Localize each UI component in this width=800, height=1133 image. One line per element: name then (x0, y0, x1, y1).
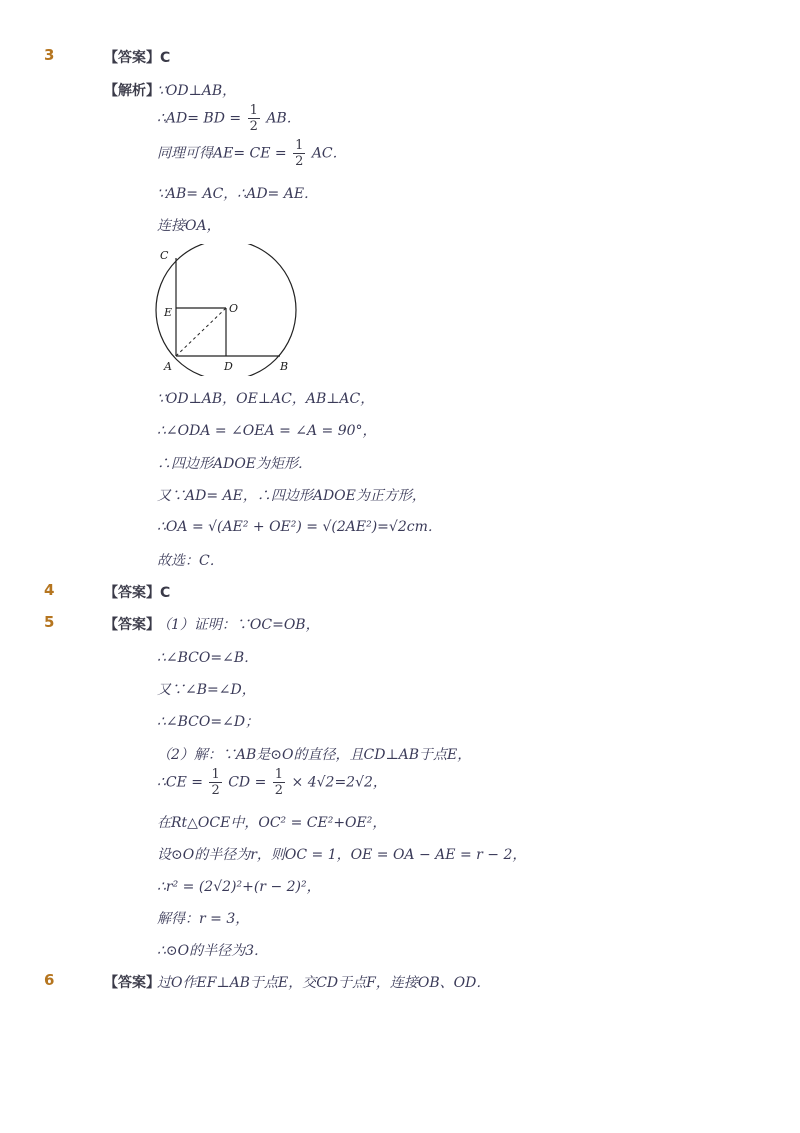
label-o: O (229, 302, 239, 315)
q3-line-2: ∴AD= BD = $\frac{1}{2}$ AB． (157, 103, 301, 134)
analysis-tag: 【解析】 (104, 83, 160, 99)
q3-line-8: ∴四边形ADOE为矩形． (157, 456, 313, 472)
q5-line-4: ∴∠BCO=∠D； (157, 714, 260, 730)
fraction: $\frac{1}{2}$ (295, 138, 304, 169)
question-number-6: 6 (44, 971, 55, 989)
answer-tag (104, 582, 170, 602)
label-b: B (280, 360, 289, 373)
q5-line-11: ∴⊙O的半径为3． (157, 943, 269, 959)
fraction: $\frac{1}{2}$ (249, 103, 258, 134)
q3-line-1: ∵OD⊥AB， (157, 83, 237, 99)
q5-line-2: ∴∠BCO=∠B． (157, 650, 259, 666)
label-d: D (224, 360, 233, 373)
q3-line-7: ∴∠ODA = ∠OEA = ∠A = 90°， (157, 423, 377, 439)
circle-geometry-figure (152, 244, 302, 376)
q3-line-10: ∴OA = √(AE² + OE²) = √(2AE²)=√2cm． (157, 519, 442, 535)
answer-label: 【答案】 (104, 50, 160, 66)
answer-tag: 【答案】 (104, 975, 160, 991)
answer-value: C (160, 50, 171, 66)
q6-line-1: 过O作EF⊥AB于点E，交CD于点F，连接OB、OD． (157, 975, 491, 991)
segment-oa-dashed (176, 308, 226, 356)
label-a: A (164, 360, 172, 373)
q3-line-9: 又∵AD= AE，∴四边形ADOE为正方形， (157, 488, 426, 504)
q5-line-1: （1）证明：∵OC=OB， (157, 617, 320, 633)
q5-line-5: （2）解：∵AB是⊙O的直径，且CD⊥AB于点E， (157, 747, 472, 763)
label-e: E (164, 306, 173, 319)
q3-line-4: ∵AB= AC，∴AD= AE． (157, 186, 319, 202)
q3-line-3: 同理可得AE= CE = $\frac{1}{2}$ AC． (157, 138, 347, 169)
question-number-4: 4 (44, 581, 55, 599)
fraction: $\frac{1}{2}$ (211, 767, 220, 798)
question-number-5: 5 (44, 613, 55, 631)
q3-line-5: 连接OA， (157, 218, 221, 234)
answer-tag (104, 47, 170, 67)
q5-line-10: 解得：r = 3， (157, 911, 250, 927)
q3-line-11: 故选：C． (157, 553, 224, 569)
answer-tag: 【答案】 (104, 617, 160, 633)
q5-line-3: 又∵∠B=∠D， (157, 682, 256, 698)
label-c: C (160, 249, 169, 262)
q5-line-8: 设⊙O的半径为r，则OC = 1，OE = OA − AE = r − 2， (157, 847, 527, 863)
q5-line-9: ∴r² = (2√2)²+(r − 2)²， (157, 879, 321, 895)
q5-line-7: 在Rt△OCE中，OC² = CE²+OE²， (157, 815, 387, 831)
q3-line-6: ∵OD⊥AB，OE⊥AC，AB⊥AC， (157, 391, 375, 407)
fraction: $\frac{1}{2}$ (274, 767, 284, 798)
question-number-3: 3 (44, 46, 55, 64)
q5-line-6: ∴CE = $\frac{1}{2}$ CD = $\frac{1}{2}$ × 4√2=2√2， (157, 767, 387, 798)
answer-value: C (160, 585, 171, 601)
answer-label: 【答案】 (104, 585, 160, 601)
